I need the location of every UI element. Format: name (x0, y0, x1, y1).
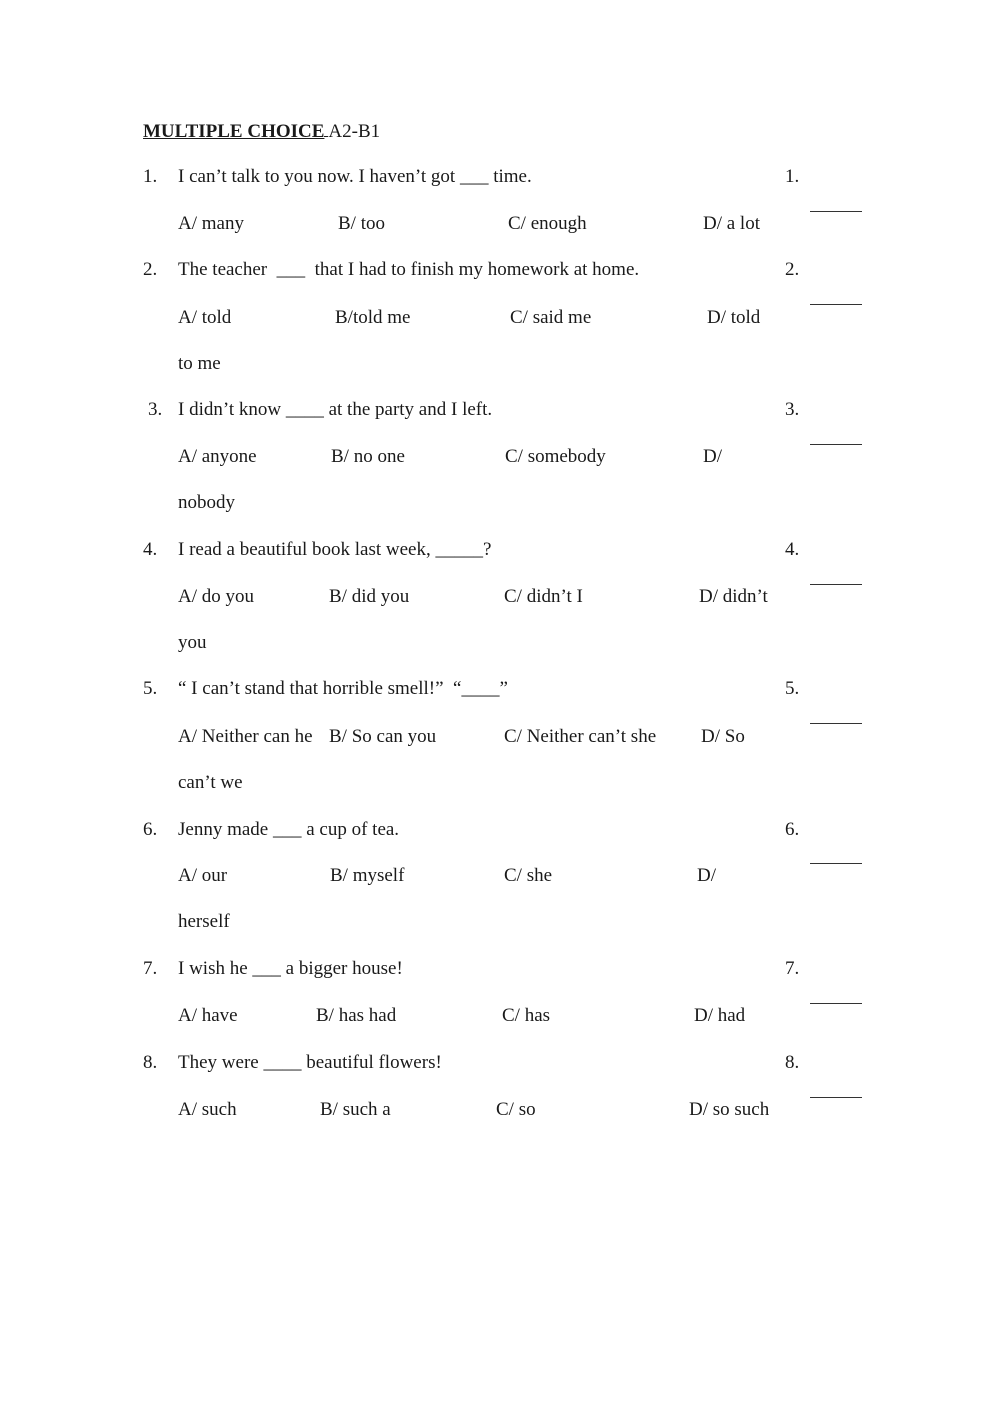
question-number: 7. (143, 958, 158, 979)
question-number: 1. (143, 166, 158, 187)
option-b[interactable]: B/told me (335, 307, 411, 328)
answer-number: 6. (785, 819, 800, 840)
option-d[interactable]: D/ (703, 446, 722, 467)
question-text: I read a beautiful book last week, _____? (178, 539, 492, 560)
question-number: 3. (148, 399, 163, 420)
option-d[interactable]: D/ So (701, 726, 745, 747)
question-number: 5. (143, 678, 158, 699)
option-c[interactable]: C/ has (502, 1005, 551, 1026)
answer-number: 1. (785, 166, 800, 187)
answer-number: 3. (785, 399, 800, 420)
option-a[interactable]: A/ Neither can he (178, 726, 313, 747)
answer-number: 2. (785, 259, 800, 280)
option-c[interactable]: C/ said me (510, 307, 592, 328)
question-number: 4. (143, 539, 158, 560)
answer-blank[interactable] (810, 1003, 862, 1004)
answer-number: 7. (785, 958, 800, 979)
option-d[interactable]: D/ told (707, 307, 761, 328)
answer-number: 4. (785, 539, 800, 560)
question-text: The teacher ___ that I had to finish my homework at home. (178, 259, 640, 280)
answer-blank[interactable] (810, 304, 862, 305)
question-number: 2. (143, 259, 158, 280)
option-a[interactable]: A/ many (178, 213, 244, 234)
answer-number: 5. (785, 678, 800, 699)
option-b[interactable]: B/ such a (320, 1099, 391, 1120)
option-a[interactable]: A/ our (178, 865, 228, 886)
option-b[interactable]: B/ did you (329, 586, 410, 607)
answer-blank[interactable] (810, 723, 862, 724)
option-c[interactable]: C/ didn’t I (504, 586, 583, 607)
option-d[interactable]: D/ (697, 865, 716, 886)
option-a[interactable]: A/ such (178, 1099, 237, 1120)
option-a[interactable]: A/ told (178, 307, 232, 328)
option-c[interactable]: C/ enough (508, 213, 587, 234)
option-d[interactable]: D/ had (694, 1005, 746, 1026)
answer-blank[interactable] (810, 1097, 862, 1098)
option-c[interactable]: C/ somebody (505, 446, 606, 467)
option-continuation: you (178, 632, 207, 653)
question-text: I didn’t know ____ at the party and I left. (178, 399, 493, 420)
question-number: 8. (143, 1052, 158, 1073)
option-c[interactable]: C/ Neither can’t she (504, 726, 657, 747)
option-b[interactable]: B/ too (338, 213, 385, 234)
title-level: A2-B1 (328, 121, 381, 142)
option-d[interactable]: D/ didn’t (699, 586, 768, 607)
option-continuation: to me (178, 353, 221, 374)
option-b[interactable]: B/ So can you (329, 726, 437, 747)
option-c[interactable]: C/ she (504, 865, 553, 886)
answer-blank[interactable] (810, 863, 862, 864)
title-heading: MULTIPLE CHOICE (143, 121, 325, 142)
option-b[interactable]: B/ myself (330, 865, 405, 886)
option-continuation: herself (178, 911, 230, 932)
question-number: 6. (143, 819, 158, 840)
question-text: I wish he ___ a bigger house! (178, 958, 403, 979)
question-text: They were ____ beautiful flowers! (178, 1052, 442, 1073)
answer-number: 8. (785, 1052, 800, 1073)
option-d[interactable]: D/ a lot (703, 213, 760, 234)
option-d[interactable]: D/ so such (689, 1099, 770, 1120)
option-a[interactable]: A/ anyone (178, 446, 257, 467)
option-b[interactable]: B/ no one (331, 446, 405, 467)
question-text: I can’t talk to you now. I haven’t got ___ time. (178, 166, 532, 187)
answer-blank[interactable] (810, 211, 862, 212)
option-continuation: can’t we (178, 772, 243, 793)
option-a[interactable]: A/ do you (178, 586, 254, 607)
worksheet-title (143, 119, 380, 143)
option-c[interactable]: C/ so (496, 1099, 536, 1120)
answer-blank[interactable] (810, 444, 862, 445)
question-text: “ I can’t stand that horrible smell!” “____” (178, 678, 508, 699)
option-a[interactable]: A/ have (178, 1005, 238, 1026)
option-continuation: nobody (178, 492, 235, 513)
question-text: Jenny made ___ a cup of tea. (178, 819, 400, 840)
option-b[interactable]: B/ has had (316, 1005, 397, 1026)
answer-blank[interactable] (810, 584, 862, 585)
